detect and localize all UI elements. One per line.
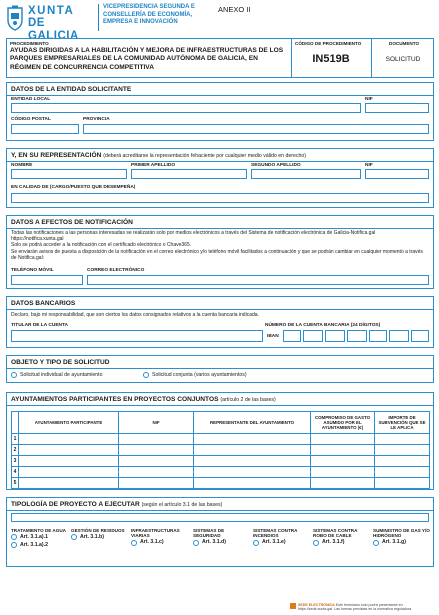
radio-circle[interactable] xyxy=(11,534,17,540)
phone-input[interactable] xyxy=(11,275,83,285)
annex-label: ANEXO II xyxy=(218,5,251,14)
surname1-label: PRIMER APELLIDO xyxy=(131,163,176,168)
radio-label: Art. 3.1.a).2 xyxy=(20,541,48,548)
row-number: 2 xyxy=(12,445,19,456)
iban-label: IBAN xyxy=(267,334,279,339)
surname1-input[interactable] xyxy=(131,169,247,179)
section-title: DATOS DE LA ENTIDAD SOLICITANTE xyxy=(11,86,132,93)
email-label: CORREO ELECTRÓNICO xyxy=(87,268,145,273)
postal-code-label: CÓDIGO POSTAL xyxy=(11,117,51,122)
table-row xyxy=(12,478,430,489)
footer-text xyxy=(298,603,436,611)
art-3-1-c-radio[interactable] xyxy=(131,540,189,546)
divider xyxy=(371,39,372,77)
table-cell[interactable] xyxy=(119,445,194,456)
individual-request-radio[interactable] xyxy=(11,372,102,378)
table-row xyxy=(12,456,430,467)
footer-note xyxy=(290,603,436,611)
procedure-title: AYUDAS DIRIGIDAS A LA HABILITACIÓN Y MEJORA DE INFRAESTRUCTURAS DE LOS PARQUES EMPRESARIALES DE LA COMUNIDAD AUTÓNOMA DE GALICIA, EN RÉGIMEN DE CONCURRENCIA COMPETITIVA xyxy=(10,47,284,71)
art-3-1-b-radio[interactable] xyxy=(71,534,125,540)
entity-input[interactable] xyxy=(11,103,361,113)
bank-text: Declaro, bajo mi responsabilidad, que son ciertos los datos consignados relativos a la cuenta bancaria indicada. xyxy=(11,312,259,318)
procedure-code-label: CÓDIGO DE PROCEDIMIENTO xyxy=(295,41,362,46)
radio-circle[interactable] xyxy=(131,540,137,546)
row-number-header xyxy=(12,412,19,434)
art-3-1-g-radio[interactable] xyxy=(373,540,431,546)
category-label: SISTEMAS CONTRA INCENDIOS xyxy=(253,528,298,539)
name-label: NOMBRE xyxy=(11,163,33,168)
row-number: 3 xyxy=(12,456,19,467)
radio-circle[interactable] xyxy=(253,540,259,546)
joint-request-radio[interactable] xyxy=(143,372,247,378)
column-header: NIF xyxy=(119,412,194,434)
table-cell[interactable] xyxy=(375,456,430,467)
section-title xyxy=(11,396,276,403)
email-input[interactable] xyxy=(87,275,429,285)
table-cell[interactable] xyxy=(311,478,375,489)
section-title: DATOS A EFECTOS DE NOTIFICACIÓN xyxy=(11,219,133,226)
section-title-text: AYUNTAMIENTOS PARTICIPANTES EN PROYECTOS CONJUNTOS xyxy=(11,396,219,403)
typology-input[interactable] xyxy=(11,513,429,522)
section-title xyxy=(11,152,306,159)
applicant-section xyxy=(6,82,434,141)
table-cell[interactable] xyxy=(19,434,119,445)
holder-label: TITULAR DE LA CUENTA xyxy=(11,323,69,328)
procedure-code: IN519B xyxy=(312,53,350,65)
category-security xyxy=(193,528,247,546)
divider xyxy=(7,95,433,96)
table-header xyxy=(12,412,430,434)
radio-circle[interactable] xyxy=(193,540,199,546)
section-title xyxy=(11,501,222,508)
table-cell[interactable] xyxy=(375,445,430,456)
art-3-1-a-2-radio[interactable] xyxy=(11,542,67,548)
nif-label: NIF xyxy=(365,97,373,102)
column-header: REPRESENTANTE DEL AYUNTAMIENTO xyxy=(194,412,311,434)
holder-input[interactable] xyxy=(11,330,263,342)
representative-section xyxy=(6,148,434,208)
table-cell[interactable] xyxy=(194,478,311,489)
account-part-3-input[interactable] xyxy=(389,330,409,342)
phone-label: TELÉFONO MÓVIL xyxy=(11,268,54,273)
radio-label: Art. 3.1.f) xyxy=(322,539,345,546)
table-cell[interactable] xyxy=(375,434,430,445)
art-3-1-a-1-radio[interactable] xyxy=(11,534,67,540)
table-cell[interactable] xyxy=(119,478,194,489)
project-typology-section xyxy=(6,497,434,567)
table-cell[interactable] xyxy=(19,467,119,478)
category-label: SISTEMAS DE SEGURIDAD xyxy=(193,528,225,539)
divider xyxy=(7,161,433,162)
sede-icon xyxy=(290,603,296,609)
table-cell[interactable] xyxy=(119,467,194,478)
radio-label: Solicitud conjunta (varios ayuntamientos) xyxy=(152,372,247,378)
radio-circle[interactable] xyxy=(143,372,149,378)
category-label: INFRAESTRUCTURAS VIARIAS xyxy=(131,528,180,539)
table-row xyxy=(12,467,430,478)
role-label: EN CALIDAD DE (CARGO/PUESTO QUE DESEMPEÑA) xyxy=(11,185,136,190)
section-title: DATOS BANCARIOS xyxy=(11,300,76,307)
table-cell[interactable] xyxy=(19,456,119,467)
nif-input[interactable] xyxy=(365,169,429,179)
category-gas xyxy=(373,528,431,546)
table-cell[interactable] xyxy=(194,434,311,445)
province-input[interactable] xyxy=(83,124,429,134)
surname2-label: SEGUNDO APELLIDO xyxy=(251,163,301,168)
name-input[interactable] xyxy=(11,169,127,179)
radio-label: Art. 3.1.g) xyxy=(382,539,406,546)
category-waste xyxy=(71,528,125,540)
art-3-1-f-radio[interactable] xyxy=(313,540,369,546)
table-cell[interactable] xyxy=(194,467,311,478)
row-number: 5 xyxy=(12,478,19,489)
section-title-text: TIPOLOGÍA DE PROYECTO A EJECUTAR xyxy=(11,501,140,508)
footer-sede-label: SEDE ELECTRÓNICA xyxy=(298,603,335,607)
divider xyxy=(291,39,292,77)
notification-text xyxy=(11,230,429,261)
branch-code-input[interactable] xyxy=(325,330,345,342)
document-label: DOCUMENTO xyxy=(389,41,420,46)
section-title: OBJETO Y TIPO DE SOLICITUD xyxy=(11,359,110,366)
notification-text-3: Se enviarán avisos de puesta a disposición de la notificación en el correo electrónico y/o teléfono móvil facilitados a continuación y que se podrán cambiar en cualquier momento a través de Notifica.gal: xyxy=(11,248,423,261)
category-roads xyxy=(131,528,189,546)
radio-label: Art. 3.1.c) xyxy=(140,539,164,546)
section-note: (según el artículo 3.1 de las bases) xyxy=(141,502,223,508)
table-row xyxy=(12,434,430,445)
art-3-1-e-radio[interactable] xyxy=(253,540,309,546)
table-cell[interactable] xyxy=(119,434,194,445)
section-note: (deberá acreditarse la representación fehaciente por cualquier medio válido en derecho) xyxy=(103,153,306,159)
divider xyxy=(7,309,433,310)
procedure-label: PROCEDIMIENTO xyxy=(10,41,49,46)
nif-label: NIF xyxy=(365,163,373,168)
document-type: SOLICITUD xyxy=(385,56,421,63)
logo-line-1: XUNTA xyxy=(28,5,75,17)
table-cell[interactable] xyxy=(375,467,430,478)
radio-circle[interactable] xyxy=(11,542,17,548)
logo-line-2: DE GALICIA xyxy=(28,17,79,42)
radio-circle[interactable] xyxy=(373,540,379,546)
divider xyxy=(7,228,433,229)
table-cell[interactable] xyxy=(119,456,194,467)
xunta-logo xyxy=(6,5,94,42)
bank-code-input[interactable] xyxy=(303,330,323,342)
category-label: SISTEMAS CONTRA ROBO DE CABLE xyxy=(313,528,358,539)
table-cell[interactable] xyxy=(194,456,311,467)
notification-text-2: Solo se podrá acceder a la notificación con el certificado electrónico o Chave365. xyxy=(11,242,192,249)
radio-circle[interactable] xyxy=(11,372,17,378)
section-title-text: Y, EN SU REPRESENTACIÓN xyxy=(11,152,102,159)
department-name: VICEPRESIDENCIA SEGUNDA E CONSELLERÍA DE ECONOMÍA, EMPRESA E INNOVACIÓN xyxy=(103,4,195,25)
table-cell[interactable] xyxy=(311,456,375,467)
account-part-2-input[interactable] xyxy=(369,330,387,342)
account-part-1-input[interactable] xyxy=(347,330,367,342)
account-label: NÚMERO DE LA CUENTA BANCARIA (24 DÍGITOS) xyxy=(265,323,381,328)
radio-label: Art. 3.1.b) xyxy=(80,533,104,540)
procedure-box xyxy=(6,38,434,78)
nif-input[interactable] xyxy=(365,103,429,113)
bank-section xyxy=(6,296,434,348)
page-header xyxy=(6,4,434,42)
entity-label: ENTIDAD LOCAL xyxy=(11,97,51,102)
column-header: IMPORTE DE SUBVENCIÓN QUE SE LE APLICA xyxy=(375,412,430,434)
divider xyxy=(7,510,433,511)
notification-section xyxy=(6,215,434,289)
surname2-input[interactable] xyxy=(251,169,361,179)
art-3-1-d-radio[interactable] xyxy=(193,540,247,546)
column-header: COMPROMISO DE GASTO ASUMIDO POR EL AYUNTAMIENTO (€) xyxy=(311,412,375,434)
row-number: 4 xyxy=(12,467,19,478)
row-number: 1 xyxy=(12,434,19,445)
category-label: SUMINISTRO DE GAS Y/O HIDRÓGENO xyxy=(373,528,430,539)
category-label: GESTIÓN DE RESIDUOS xyxy=(71,528,125,533)
footer-body: Este formulario solo podrá presentarse en https://sede.xunta.gal. Las formas previstas en la normativa reguladora xyxy=(298,603,412,612)
radio-label: Art. 3.1.a).1 xyxy=(20,533,48,540)
radio-label: Art. 3.1.e) xyxy=(262,539,286,546)
divider xyxy=(7,368,433,369)
table-cell[interactable] xyxy=(311,467,375,478)
divider xyxy=(7,405,433,406)
notification-text-1: Todas las notificaciones a las personas interesadas se realizarán solo por medios electrónicos a través del Sistema de notificación electrónica de Galicia-Notifica.gal https://notifica.xunta.gal xyxy=(11,230,376,243)
category-cable-theft xyxy=(313,528,369,546)
coat-of-arms-icon xyxy=(6,5,24,31)
category-label: TRATAMIENTO DE AGUA xyxy=(11,528,66,533)
radio-label: Solicitud individual de ayuntamiento xyxy=(20,372,103,378)
request-type-section xyxy=(6,355,434,383)
section-note: (artículo 2 de las bases) xyxy=(220,397,276,403)
table-cell[interactable] xyxy=(375,478,430,489)
table-cell[interactable] xyxy=(311,434,375,445)
table-cell[interactable] xyxy=(19,478,119,489)
radio-circle[interactable] xyxy=(313,540,319,546)
table-cell[interactable] xyxy=(19,445,119,456)
municipalities-section xyxy=(6,392,434,490)
radio-label: Art. 3.1.d) xyxy=(202,539,226,546)
column-header: AYUNTAMIENTO PARTICIPANTE xyxy=(19,412,119,434)
postal-code-input[interactable] xyxy=(11,124,79,134)
radio-circle[interactable] xyxy=(71,534,77,540)
table-cell[interactable] xyxy=(311,445,375,456)
account-part-4-input[interactable] xyxy=(411,330,429,342)
logo-divider xyxy=(98,4,99,31)
category-fire xyxy=(253,528,309,546)
table-row xyxy=(12,445,430,456)
municipalities-table xyxy=(11,411,430,489)
province-label: PROVINCIA xyxy=(83,117,110,122)
category-water xyxy=(11,528,67,548)
role-input[interactable] xyxy=(11,193,429,203)
iban-input[interactable] xyxy=(283,330,301,342)
table-cell[interactable] xyxy=(194,445,311,456)
